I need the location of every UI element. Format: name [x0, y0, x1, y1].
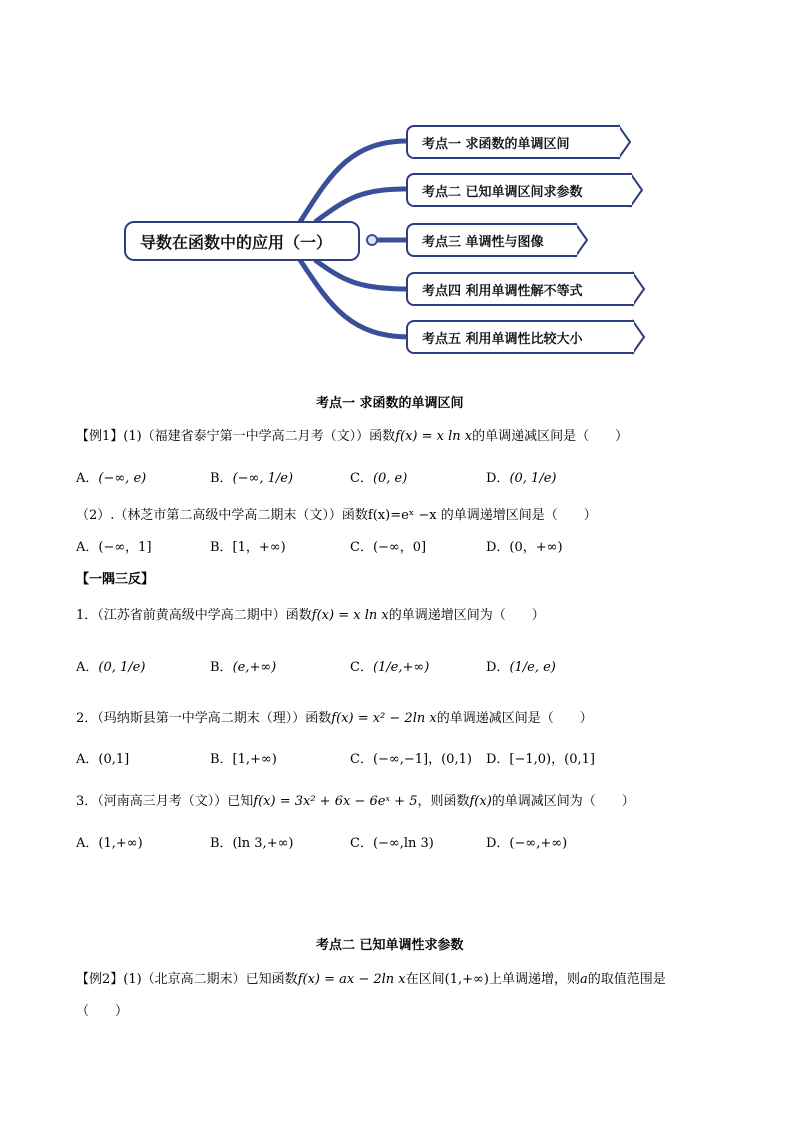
example2-interval: (1,+∞): [444, 972, 489, 987]
option-label: B．: [210, 660, 233, 675]
section1-title: 考点一 求函数的单调区间: [316, 396, 464, 411]
mindmap-branch-2-label: 考点二 已知单调区间求参数: [422, 184, 583, 200]
question3-stem-suffix: 的单调减区间为（ ）: [491, 794, 635, 809]
mindmap-branch-4: [406, 272, 634, 306]
option-value: (0, 1/e): [509, 471, 557, 486]
option-value: (0, e): [372, 471, 408, 486]
question1-option-d: [486, 660, 556, 676]
question1-stem: [76, 608, 545, 624]
option-label: C．: [350, 660, 373, 675]
question3-option-a: A．(1,+∞): [76, 836, 143, 851]
option-value: (e,+∞): [232, 660, 277, 675]
mindmap-root-label: 导数在函数中的应用（一）: [140, 232, 333, 252]
mindmap-branch-2: [406, 173, 632, 207]
question3-option-c: C．(−∞,ln 3): [350, 836, 434, 851]
example1b-option-a: A．(−∞，1]: [76, 540, 152, 555]
question3-formula: f(x) = 3x² + 6x − 6eˣ + 5: [253, 794, 418, 809]
mindmap-branch-3-label: 考点三 单调性与图像: [422, 234, 544, 250]
mindmap-branch-1: [406, 125, 620, 159]
option-label: D．: [486, 660, 510, 675]
mindmap-branch-5: [406, 320, 634, 354]
question1-stem-prefix: 1．（江苏省前黄高级中学高二期中）函数: [76, 608, 312, 623]
question1-formula: f(x) = x ln x: [311, 608, 389, 623]
connector-1: [300, 141, 410, 222]
question1-stem-suffix: 的单调递增区间为（ ）: [388, 608, 545, 623]
option-value: (−∞, 1/e): [232, 471, 294, 486]
question3-stem-mid: ，则函数: [417, 794, 470, 809]
example1b-option-b: B．[1，+∞): [210, 540, 286, 555]
option-value: (0, 1/e): [98, 660, 146, 675]
example1-stem: [76, 429, 628, 445]
option-value: (−∞, e): [98, 471, 147, 486]
connector-4: [315, 260, 410, 289]
mindmap-connectors: [0, 0, 794, 400]
mindmap-branch-3: [406, 223, 577, 257]
example1b-option-d: D．(0，+∞): [486, 540, 563, 555]
question3-option-b: B．(ln 3,+∞): [210, 836, 294, 851]
mindmap-branch-4-label: 考点四 利用单调性解不等式: [422, 283, 583, 299]
question2-formula: f(x) = x² − 2ln x: [331, 711, 437, 726]
option-value: (1/e, e): [509, 660, 556, 675]
example2-variable: a: [579, 972, 588, 987]
mindmap-root: [124, 221, 360, 261]
question3-stem-prefix: 3．（河南高三月考（文））已知: [76, 794, 254, 809]
example1-option-d: [486, 471, 556, 487]
question2-option-d: D．[−1,0)，(0,1]: [486, 752, 595, 767]
example2-answer-blank: （ ）: [76, 1004, 129, 1019]
practice-title: 【一隅三反】: [76, 572, 155, 587]
example1-stem-suffix: 的单调递减区间是（ ）: [472, 429, 629, 444]
example2-stem-end: 的取值范围是: [587, 972, 666, 987]
mindmap-branch-5-label: 考点五 利用单调性比较大小: [422, 331, 583, 347]
question1-option-a: [76, 660, 145, 676]
example1-option-b: [210, 471, 293, 487]
example2-formula: f(x) = ax − 2ln x: [297, 972, 406, 987]
option-label: D．: [486, 471, 510, 486]
option-value: (1/e,+∞): [372, 660, 430, 675]
section2-title: 考点二 已知单调性求参数: [316, 938, 464, 953]
question2-stem: [76, 711, 593, 727]
example1-formula: f(x) = x ln x: [395, 429, 473, 444]
example1-stem-prefix: 【例1】(1)（福建省泰宁第一中学高二月考（文））函数: [76, 429, 396, 444]
example2-stem: [76, 972, 666, 988]
example1-option-a: [76, 471, 146, 487]
option-label: A．: [76, 471, 99, 486]
option-label: C．: [350, 471, 373, 486]
example2-stem-prefix: 【例2】(1)（北京高二期末）已知函数: [76, 972, 298, 987]
example2-stem-mid: 在区间: [405, 972, 445, 987]
connector-2: [315, 189, 410, 222]
example2-stem-suffix: 上单调递增，则: [488, 972, 580, 987]
question2-option-a: A．(0,1]: [76, 752, 130, 767]
question2-stem-prefix: 2．（玛纳斯县第一中学高二期末（理））函数: [76, 711, 332, 726]
mindmap-branch-1-label: 考点一 求函数的单调区间: [422, 136, 570, 152]
question1-option-c: [350, 660, 429, 676]
example1-option-c: [350, 471, 407, 487]
example1b-option-c: C．(−∞，0]: [350, 540, 427, 555]
question3-stem: [76, 794, 635, 810]
question3-formula2: f(x): [469, 794, 492, 809]
question3-option-d: D．(−∞,+∞): [486, 836, 568, 851]
question1-option-b: [210, 660, 276, 676]
connector-5: [300, 260, 410, 337]
option-label: A．: [76, 660, 99, 675]
example1b-stem: （2）.（林芝市第二高级中学高二期末（文））函数f(x)=eˣ −x 的单调递增区间是（ ）: [76, 508, 597, 523]
question2-option-c: C．(−∞,−1]，(0,1): [350, 752, 472, 767]
root-node-dot: [367, 235, 377, 245]
option-label: B．: [210, 471, 233, 486]
question2-option-b: B．[1,+∞): [210, 752, 277, 767]
question2-stem-suffix: 的单调递减区间是（ ）: [436, 711, 593, 726]
